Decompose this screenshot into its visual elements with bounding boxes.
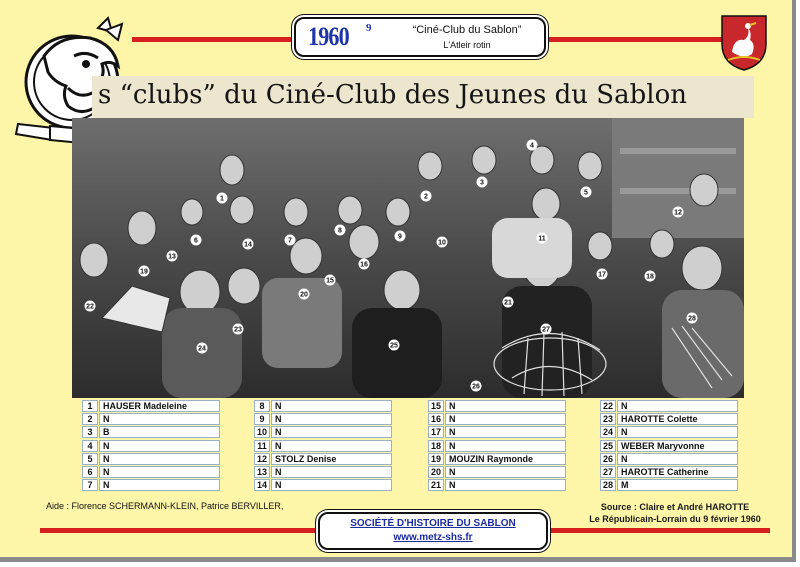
person-number: 9	[254, 413, 270, 425]
table-row	[600, 426, 738, 439]
svg-text:8: 8	[338, 227, 342, 235]
person-name: N	[445, 479, 566, 491]
person-number: 18	[428, 440, 444, 452]
person-number: 15	[428, 400, 444, 412]
person-name: STOLZ Denise	[271, 453, 392, 465]
table-row	[600, 453, 738, 466]
person-number: 24	[600, 426, 616, 438]
table-row	[428, 413, 566, 426]
person-name: HAROTTE Catherine	[617, 466, 738, 478]
table-row	[254, 453, 392, 466]
club-subtitle: L'Atleir rotin	[443, 40, 491, 50]
svg-text:21: 21	[504, 299, 512, 307]
svg-text:23: 23	[234, 326, 242, 334]
table-row	[82, 413, 220, 426]
svg-text:9: 9	[398, 233, 402, 241]
table-row	[428, 453, 566, 466]
website-link[interactable]: www.metz-shs.fr	[393, 532, 473, 543]
person-number: 25	[600, 440, 616, 452]
coat-of-arms-icon	[720, 14, 768, 72]
svg-text:12: 12	[674, 209, 682, 217]
svg-text:19: 19	[140, 268, 148, 276]
person-number: 1	[82, 400, 98, 412]
person-name: HAUSER Madeleine	[99, 400, 220, 412]
svg-text:28: 28	[688, 315, 696, 323]
person-number: 14	[254, 479, 270, 491]
table-row	[428, 426, 566, 439]
table-row	[254, 440, 392, 453]
person-number: 13	[254, 466, 270, 478]
year-label: 1960	[308, 22, 349, 51]
table-row	[254, 466, 392, 479]
footer-rule-right	[550, 528, 770, 533]
person-number: 7	[82, 479, 98, 491]
person-name: N	[99, 453, 220, 465]
person-number: 23	[600, 413, 616, 425]
person-name: N	[99, 466, 220, 478]
person-number: 16	[428, 413, 444, 425]
person-number: 8	[254, 400, 270, 412]
table-row	[600, 466, 738, 479]
svg-text:16: 16	[360, 261, 368, 269]
svg-text:25: 25	[390, 342, 398, 350]
svg-text:22: 22	[86, 303, 94, 311]
person-number: 2	[82, 413, 98, 425]
header-rule-left	[132, 37, 294, 42]
person-number: 11	[254, 440, 270, 452]
svg-text:20: 20	[300, 291, 308, 299]
table-row	[600, 479, 738, 492]
person-name: N	[271, 466, 392, 478]
table-row	[254, 479, 392, 492]
table-row	[428, 466, 566, 479]
person-name: N	[271, 440, 392, 452]
svg-text:5: 5	[584, 189, 588, 197]
person-number: 17	[428, 426, 444, 438]
person-name: MOUZIN Raymonde	[445, 453, 566, 465]
group-photo	[72, 118, 744, 398]
person-number: 22	[600, 400, 616, 412]
club-title: “Ciné-Club du Sablon”	[412, 24, 522, 36]
person-name: N	[445, 413, 566, 425]
svg-text:1: 1	[220, 195, 224, 203]
newspaper-headline	[92, 76, 754, 118]
svg-text:13: 13	[168, 253, 176, 261]
person-name: M	[617, 479, 738, 491]
person-number: 10	[254, 426, 270, 438]
person-name: N	[271, 479, 392, 491]
person-name: N	[617, 426, 738, 438]
svg-text:6: 6	[194, 237, 198, 245]
person-name: N	[99, 479, 220, 491]
source-credit	[560, 501, 790, 525]
person-name: N	[445, 400, 566, 412]
person-name: N	[271, 413, 392, 425]
table-row	[254, 413, 392, 426]
svg-text:10: 10	[438, 239, 446, 247]
names-column-3	[428, 400, 566, 492]
table-row	[600, 413, 738, 426]
table-row	[82, 400, 220, 413]
table-row	[600, 400, 738, 413]
person-name: N	[99, 413, 220, 425]
names-column-1	[82, 400, 220, 492]
table-row	[82, 479, 220, 492]
table-row	[82, 466, 220, 479]
footer-box	[318, 512, 548, 550]
footer-rule-left	[40, 528, 318, 533]
person-name: N	[617, 400, 738, 412]
person-number: 27	[600, 466, 616, 478]
person-number: 19	[428, 453, 444, 465]
person-number: 28	[600, 479, 616, 491]
person-number: 5	[82, 453, 98, 465]
svg-text:7: 7	[288, 237, 292, 245]
table-row	[82, 426, 220, 439]
headline-text: s “clubs” du Ciné-Club des Jeunes du Sablon	[98, 80, 687, 110]
svg-text:4: 4	[530, 142, 534, 150]
svg-text:2: 2	[424, 193, 428, 201]
person-name: N	[617, 453, 738, 465]
society-name-link[interactable]: SOCIÉTÉ D'HISTOIRE DU SABLON	[350, 518, 516, 529]
svg-text:17: 17	[598, 271, 606, 279]
table-row	[428, 440, 566, 453]
names-column-2	[254, 400, 392, 492]
svg-text:26: 26	[472, 383, 480, 391]
header-rule-right	[548, 37, 722, 42]
svg-text:14: 14	[244, 241, 252, 249]
names-column-4	[600, 400, 738, 492]
table-row	[82, 453, 220, 466]
source-line-2: Le Républicain-Lorrain du 9 février 1960	[589, 514, 761, 524]
person-number: 6	[82, 466, 98, 478]
person-number: 21	[428, 479, 444, 491]
person-name: N	[445, 466, 566, 478]
aide-credit: Aide : Florence SCHERMANN-KLEIN, Patrice BERVILLER,	[46, 501, 284, 511]
table-row	[600, 440, 738, 453]
header-box	[294, 17, 546, 57]
svg-text:24: 24	[198, 345, 206, 353]
table-row	[254, 400, 392, 413]
person-name: N	[271, 400, 392, 412]
source-line-1: Source : Claire et André HAROTTE	[600, 502, 750, 512]
person-name: WEBER Maryvonne	[617, 440, 738, 452]
person-name: N	[99, 440, 220, 452]
svg-text:11: 11	[538, 235, 546, 243]
svg-text:3: 3	[480, 179, 484, 187]
table-row	[428, 479, 566, 492]
person-name: HAROTTE Colette	[617, 413, 738, 425]
person-number: 26	[600, 453, 616, 465]
svg-text:27: 27	[542, 326, 550, 334]
svg-text:15: 15	[326, 277, 334, 285]
table-row	[428, 400, 566, 413]
person-number: 20	[428, 466, 444, 478]
person-number: 4	[82, 440, 98, 452]
year-suffix: 9	[366, 22, 372, 34]
person-number: 3	[82, 426, 98, 438]
table-row	[82, 440, 220, 453]
person-number: 12	[254, 453, 270, 465]
person-name: N	[445, 426, 566, 438]
person-name: N	[445, 440, 566, 452]
person-name: B	[99, 426, 220, 438]
person-name: N	[271, 426, 392, 438]
svg-text:18: 18	[646, 273, 654, 281]
table-row	[254, 426, 392, 439]
